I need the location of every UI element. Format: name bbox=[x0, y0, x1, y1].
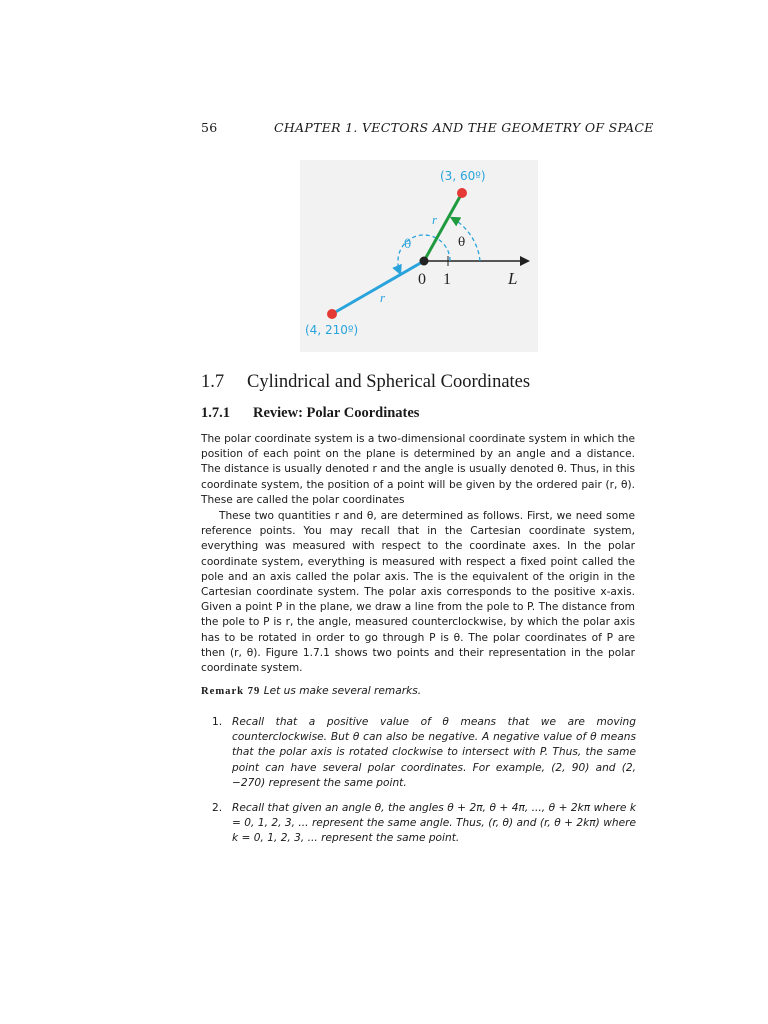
paragraph-definition: These two quantities r and θ, are determined as follows. First, we need some reference points. You may recall that in the Cartesian coordinate system, everything was measured with respect to the coordinate axes. In the polar coordinate system, everything is measured with respect a fixed point called the pole and an axis called the polar axis. The is the equivalent of the origin in the Cartesian coordinate system. The polar axis corresponds to the positive x-axis. Given a point P in the plane, we draw a line from the pole to P. The distance from the pole to P is r, the angle, measured counterclockwise, by which the polar axis has to be rotated in order to go through P is θ. The polar coordinates of P are then (r, θ). Figure 1.7.1 shows two points and their representation in the polar coordinate system. bbox=[201, 510, 635, 675]
remark-text: Let us make several remarks. bbox=[263, 685, 422, 697]
list-item-number: 1. bbox=[212, 716, 223, 728]
theta-label-right: θ bbox=[458, 235, 466, 249]
segment-to-point-a bbox=[424, 193, 462, 261]
theta-label-left: θ bbox=[404, 237, 412, 251]
section-title: Cylindrical and Spherical Coordinates bbox=[247, 372, 531, 392]
remark bbox=[201, 685, 421, 697]
point-a-label: (3, 60º) bbox=[440, 169, 486, 183]
remark-label: Remark 79 bbox=[201, 686, 261, 697]
chapter-header: CHAPTER 1. VECTORS AND THE GEOMETRY OF SPACE bbox=[274, 120, 654, 135]
axis-label: L bbox=[508, 269, 518, 288]
list-item-text: Recall that given an angle θ, the angles θ + 2π, θ + 4π, ..., θ + 2kπ where k = 0, 1, 2, 3, ... represent the same angle. Thus, (r, θ) and (r, θ + 2kπ) where k = 0, 1, 2, 3, ... represent the same point. bbox=[232, 802, 636, 845]
section-number: 1.7 bbox=[201, 372, 225, 392]
point-b bbox=[327, 309, 337, 319]
theta-arc-positive bbox=[452, 218, 480, 261]
segment-to-point-b bbox=[332, 261, 424, 314]
list-item-number: 2. bbox=[212, 802, 223, 814]
tick-one-label: 1 bbox=[443, 271, 451, 288]
list-item bbox=[212, 715, 636, 791]
subsection-title: Review: Polar Coordinates bbox=[253, 405, 420, 421]
point-a bbox=[457, 188, 467, 198]
pole-point bbox=[420, 257, 429, 266]
paragraph-intro: The polar coordinate system is a two-dimensional coordinate system in which the position of each point on the plane is determined by an angle and a distance. The distance is usually denoted r and the angle is usually denoted θ. Thus, in this coordinate system, the position of a point will be given by the ordered pair (r, θ). These are called the polar coordinates bbox=[201, 433, 635, 506]
list-item-text: Recall that a positive value of θ means that we are moving counterclockwise. But θ can also be negative. A negative value of θ means that the polar axis is rotated clockwise to intersect with P. Thus, the same point can have several polar coordinates. For example, (2, 90) and (2, −270) represent the same point. bbox=[232, 716, 636, 789]
r-label-bottom: r bbox=[380, 290, 386, 305]
polar-axis-arrowhead bbox=[520, 256, 530, 266]
point-b-label: (4, 210º) bbox=[305, 323, 359, 337]
subsection-number: 1.7.1 bbox=[201, 405, 230, 421]
list-item bbox=[212, 801, 636, 847]
section-heading bbox=[201, 372, 530, 393]
figure-canvas bbox=[300, 160, 538, 352]
subsection-heading bbox=[201, 405, 419, 422]
r-label-top: r bbox=[432, 212, 438, 227]
tick-zero-label: 0 bbox=[418, 271, 426, 288]
page-number: 56 bbox=[201, 120, 218, 135]
polar-coordinates-figure bbox=[300, 160, 538, 352]
